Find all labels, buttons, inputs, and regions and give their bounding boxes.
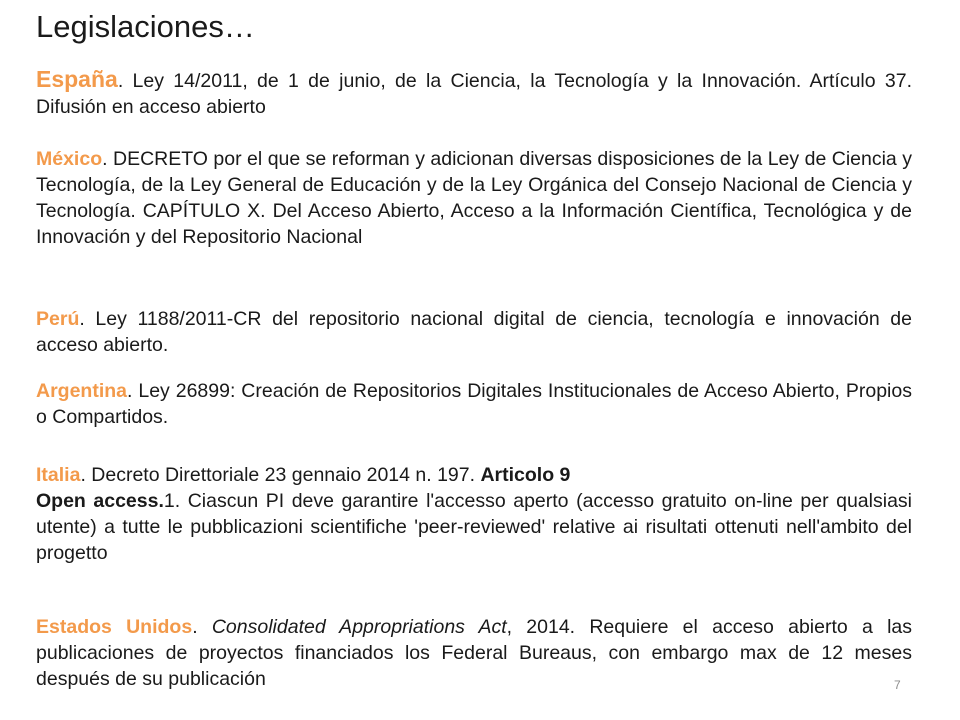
act-name-estados-unidos: Consolidated Appropriations Act xyxy=(211,616,507,638)
country-label-estados-unidos: Estados Unidos xyxy=(36,616,193,638)
open-access-label-italia: Open access. xyxy=(36,490,164,512)
country-label-peru: Perú xyxy=(36,308,80,330)
legislation-italia xyxy=(36,462,912,566)
page-number: 7 xyxy=(894,678,901,692)
country-label-italia: Italia xyxy=(36,464,81,486)
legislation-detail-estados-unidos: , 2014. Requiere el acceso abierto a las publicaciones de proyectos financiados los Federal Bureaus, con embargo max de 12 meses después de su publicación xyxy=(36,616,912,690)
country-label-espana: España xyxy=(36,66,118,92)
legislation-text-italia: . Decreto Direttoriale 23 gennaio 2014 n. 197. xyxy=(80,464,481,486)
legislation-estados-unidos xyxy=(36,614,912,692)
legislation-text-espana: . Ley 14/2011, de 1 de junio, de la Ciencia, la Tecnología y la Innovación. Artículo 37. Difusión en acceso abierto xyxy=(36,70,912,118)
legislation-text-peru: . Ley 1188/2011-CR del repositorio nacional digital de ciencia, tecnología e innovación de acceso abierto. xyxy=(36,308,912,356)
legislation-mexico xyxy=(36,146,912,250)
slide-title: Legislaciones… xyxy=(36,9,255,44)
legislation-text-argentina: . Ley 26899: Creación de Repositorios Digitales Institucionales de Acceso Abierto, Propios o Compartidos. xyxy=(36,380,912,428)
article-label-italia: Articolo 9 xyxy=(480,464,571,486)
legislation-text-mexico: . DECRETO por el que se reforman y adicionan diversas disposiciones de la Ley de Ciencia y Tecnología, de la Ley General de Educación y de la Ley Orgánica del Consejo Nacional de Ciencia y Tecnología. CAPÍTULO X. Del Acceso Abierto, Acceso a la Información Científica, Tecnológica y de Innovación y del Repositorio Nacional xyxy=(36,148,912,248)
legislation-text-estados-unidos: . xyxy=(192,616,212,638)
country-label-mexico: México xyxy=(36,148,103,170)
legislation-peru xyxy=(36,306,912,358)
legislation-argentina xyxy=(36,378,912,430)
legislation-detail-italia: 1. Ciascun PI deve garantire l'accesso aperto (accesso gratuito on-line per qualsiasi utente) a tutte le pubblicazioni scientifiche 'peer-reviewed' relative ai risultati ottenuti nell'ambito del progetto xyxy=(36,490,912,564)
legislation-espana xyxy=(36,66,912,120)
country-label-argentina: Argentina xyxy=(36,380,128,402)
